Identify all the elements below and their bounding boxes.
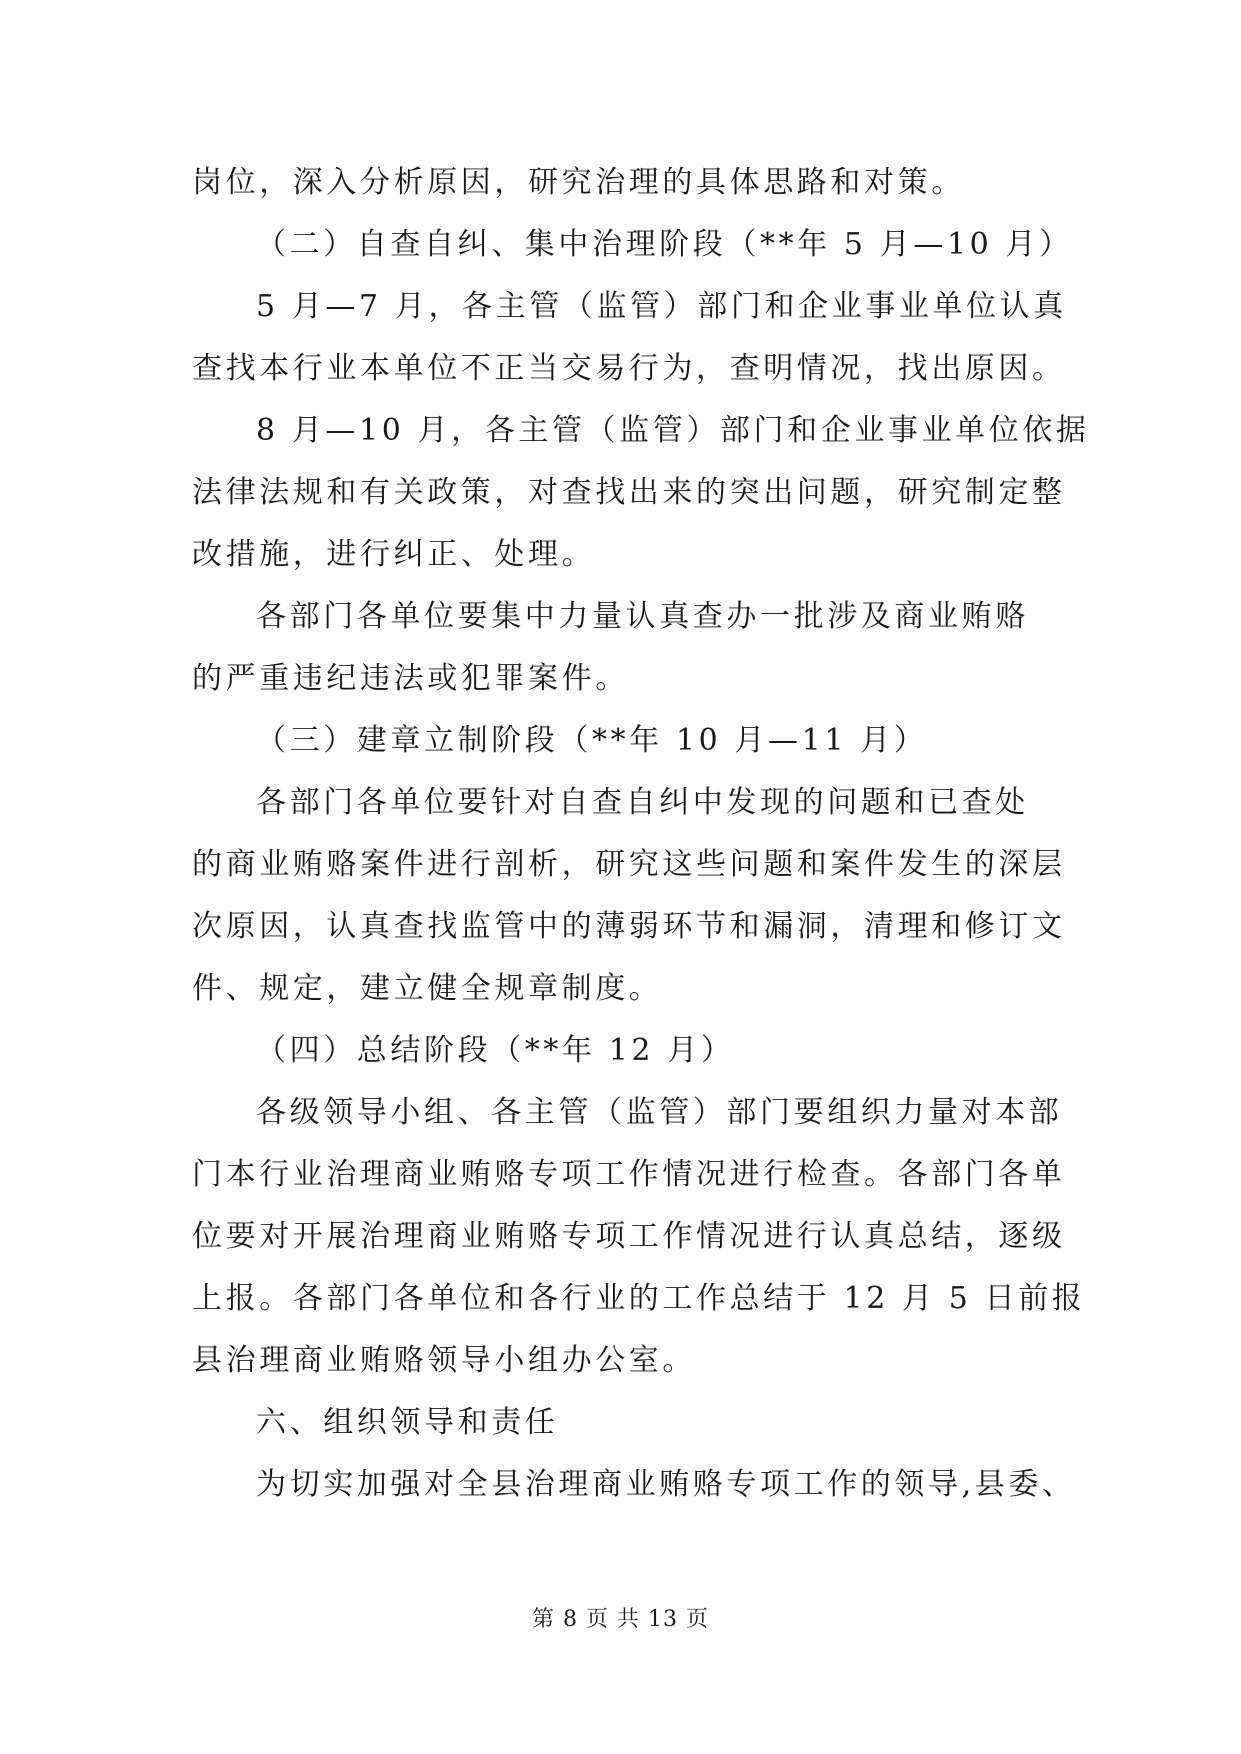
text-line: 为切实加强对全县治理商业贿赂专项工作的领导,县委、 bbox=[256, 1467, 1076, 1502]
text-line: 各部门各单位要针对自查自纠中发现的问题和已查处 bbox=[256, 785, 1029, 820]
text-line: 次原因，认真查找监管中的薄弱环节和漏洞，清理和修订文 bbox=[192, 909, 1066, 944]
text-line: 8 月—10 月，各主管（监管）部门和企业事业单位依据 bbox=[256, 413, 1090, 448]
text-line: 上报。各部门各单位和各行业的工作总结于 12 月 5 日前报 bbox=[192, 1281, 1086, 1316]
text-line: 5 月—7 月，各主管（监管）部门和企业事业单位认真 bbox=[256, 289, 1067, 324]
text-line: （四）总结阶段（**年 12 月） bbox=[256, 1033, 735, 1068]
text-line: 各级领导小组、各主管（监管）部门要组织力量对本部 bbox=[256, 1095, 1063, 1130]
text-line: 件、规定，建立健全规章制度。 bbox=[192, 971, 663, 1006]
text-line: 六、组织领导和责任 bbox=[256, 1405, 559, 1440]
text-line: 各部门各单位要集中力量认真查办一批涉及商业贿赂 bbox=[256, 599, 1029, 634]
text-line: 的严重违纪违法或犯罪案件。 bbox=[192, 661, 629, 696]
text-line: 改措施，进行纠正、处理。 bbox=[192, 537, 596, 572]
text-line: 法律法规和有关政策，对查找出来的突出问题，研究制定整 bbox=[192, 475, 1066, 510]
text-line: （三）建章立制阶段（**年 10 月—11 月） bbox=[256, 723, 928, 758]
text-line: 的商业贿赂案件进行剖析，研究这些问题和案件发生的深层 bbox=[192, 847, 1066, 882]
text-line: 门本行业治理商业贿赂专项工作情况进行检查。各部门各单 bbox=[192, 1157, 1066, 1192]
text-line: （二）自查自纠、集中治理阶段（**年 5 月—10 月） bbox=[256, 227, 1073, 262]
text-line: 位要对开展治理商业贿赂专项工作情况进行认真总结，逐级 bbox=[192, 1219, 1066, 1254]
text-line: 岗位，深入分析原因，研究治理的具体思路和对策。 bbox=[192, 165, 965, 200]
text-line: 县治理商业贿赂领导小组办公室。 bbox=[192, 1343, 696, 1378]
text-line: 查找本行业本单位不正当交易行为，查明情况，找出原因。 bbox=[192, 351, 1066, 386]
page-footer: 第 8 页 共 13 页 bbox=[532, 1607, 709, 1632]
document-body bbox=[192, 152, 1090, 1516]
